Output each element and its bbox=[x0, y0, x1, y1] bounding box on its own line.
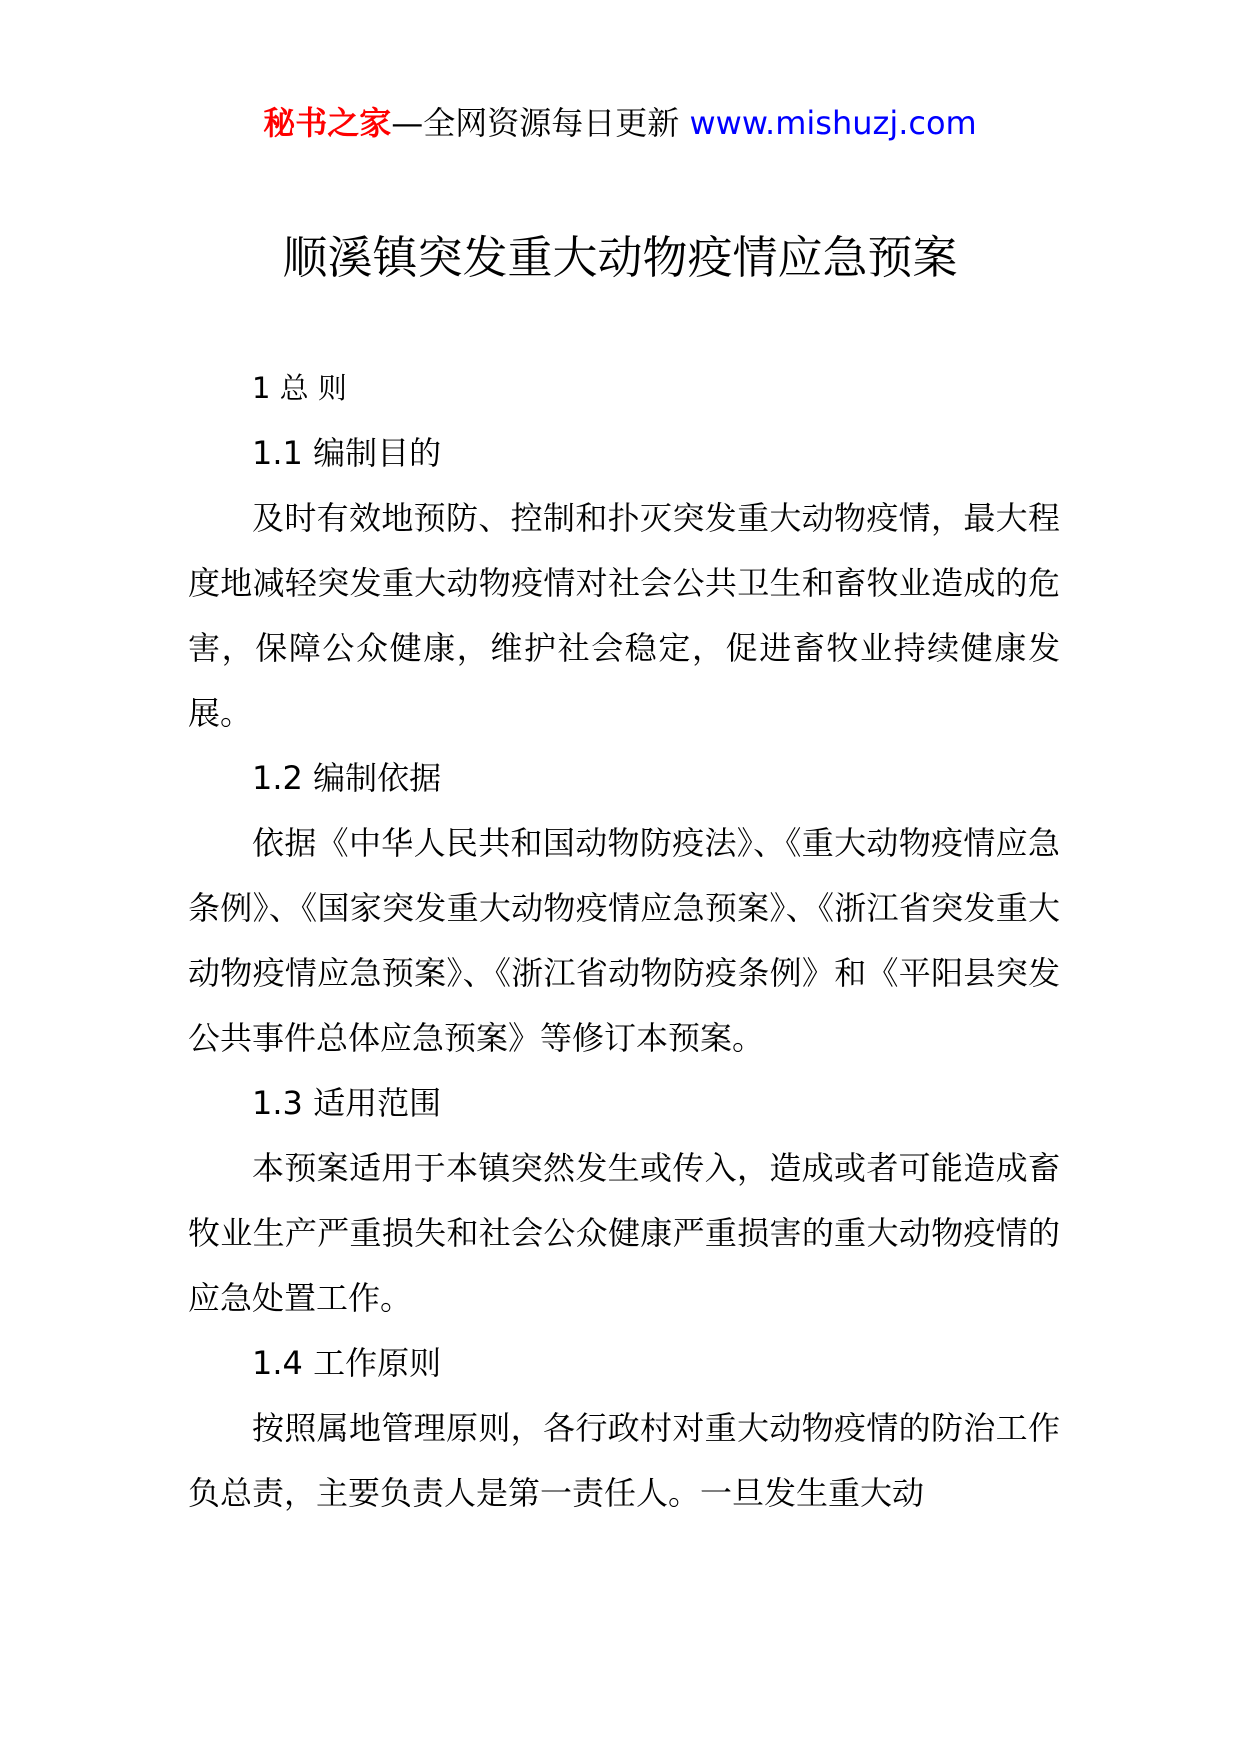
section-heading-scope: 1.3 适用范围 bbox=[252, 1084, 442, 1122]
paragraph-scope: 本预案适用于本镇突然发生或传入，造成或者可能造成畜牧业生产严重损失和社会公众健康严重损害的重大动物疫情的应急处置工作。 bbox=[188, 1149, 1060, 1317]
section-heading-general: 1 总 则 bbox=[252, 371, 347, 405]
section-heading-principles: 1.4 工作原则 bbox=[252, 1344, 442, 1382]
paragraph-purpose: 及时有效地预防、控制和扑灭突发重大动物疫情，最大程度地减轻突发重大动物疫情对社会公共卫生和畜牧业造成的危害，保障公众健康，维护社会稳定，促进畜牧业持续健康发展。 bbox=[188, 499, 1060, 732]
page-header bbox=[0, 98, 1240, 148]
document-title: 顺溪镇突发重大动物疫情应急预案 bbox=[282, 231, 958, 284]
paragraph-basis: 依据《中华人民共和国动物防疫法》、《重大动物疫情应急条例》、《国家突发重大动物疫情应急预案》、《浙江省突发重大动物疫情应急预案》、《浙江省动物防疫条例》和《平阳县突发公共事件总体应急预案》等修订本预案。 bbox=[188, 824, 1060, 1057]
document-body bbox=[188, 356, 1060, 1526]
section-heading-purpose: 1.1 编制目的 bbox=[252, 434, 442, 472]
brand-name: 秘书之家 bbox=[263, 104, 392, 142]
header-tagline: —全网资源每日更新 bbox=[391, 104, 690, 142]
header-url-link[interactable]: www.mishuzj.com bbox=[689, 104, 977, 142]
paragraph-principles: 按照属地管理原则，各行政村对重大动物疫情的防治工作负总责，主要负责人是第一责任人。一旦发生重大动 bbox=[188, 1409, 1060, 1512]
section-heading-basis: 1.2 编制依据 bbox=[252, 759, 442, 797]
